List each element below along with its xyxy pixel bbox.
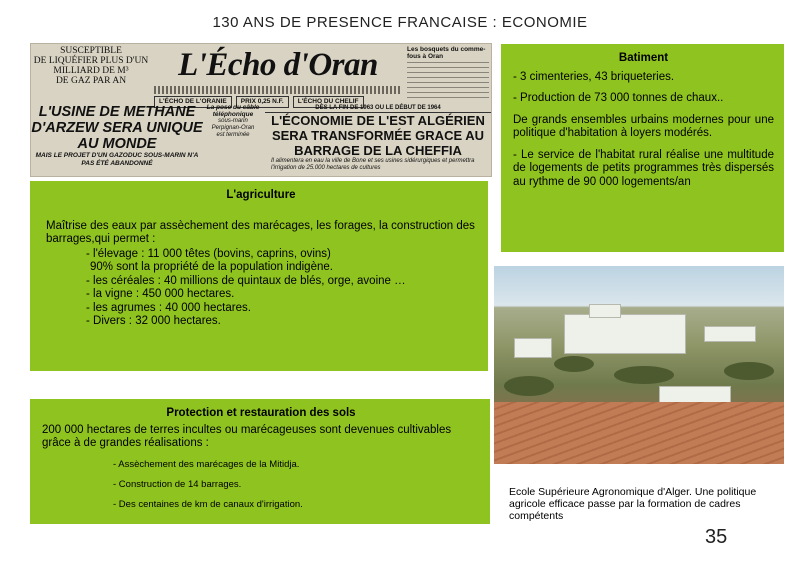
agriculture-item: - les agrumes : 40 000 hectares. — [86, 301, 251, 314]
school-tower — [589, 304, 621, 318]
protection-box — [30, 399, 490, 524]
masthead-rule — [154, 86, 402, 94]
batiment-item: - Le service de l'habitat rural réalise une multitude de logements de petits programmes très dispersés au rythme de 90 000 logements/an — [513, 148, 774, 188]
newspaper-text-lines — [407, 62, 489, 102]
mid-box-line: Perpignan-Oran — [211, 125, 255, 131]
mid-box-line: est terminée — [216, 132, 250, 138]
protection-item: - Construction de 14 barrages. — [113, 478, 242, 490]
headline-left-text: L'USINE DE METHANE D'ARZEW SERA UNIQUE AU MONDE — [31, 104, 203, 152]
agriculture-item: - Divers : 32 000 hectares. — [86, 315, 221, 327]
protection-heading: Protection et restauration des sols — [166, 407, 356, 419]
edition-label: L'ÉCHO DU CHELIF — [293, 96, 364, 108]
protection-item: - Des centaines de km de canaux d'irrigation. — [113, 498, 303, 510]
tree-cluster — [554, 356, 594, 372]
newspaper-right-title: Les bosquets du comme-fous à Oran — [407, 46, 486, 60]
tree-cluster — [724, 362, 774, 380]
side-building — [704, 326, 756, 342]
agriculture-item: - la vigne : 450 000 hectares. — [86, 288, 235, 300]
batiment-item: De grands ensembles urbains modernes pour une politique d'habitation à loyers modérés. — [513, 113, 774, 139]
headline-right-text: L'ÉCONOMIE DE L'EST ALGÉRIEN SERA TRANSFORMÉE GRACE AU BARRAGE DE LA CHEFFIA — [271, 113, 485, 158]
protection-intro: 200 000 hectares de terres incultes ou marécageuses sont devenues cultivables grâce à de grandes réalisations : — [42, 423, 452, 449]
agriculture-item: - les céréales : 40 millions de quintaux de blés, orge, avoine … — [86, 274, 406, 287]
headline-left-subtitle: MAIS LE PROJET D'UN GAZODUC SOUS-MARIN N'A PAS ÉTÉ ABANDONNÉ — [35, 152, 199, 167]
newspaper-left-column — [31, 44, 151, 104]
tree-cluster — [504, 376, 554, 396]
batiment-box — [501, 44, 784, 252]
tree-cluster — [614, 366, 674, 384]
newspaper-headline-left — [31, 104, 203, 168]
page-number: 35 — [705, 526, 728, 548]
agriculture-item: 90% sont la propriété de la population indigène. — [90, 261, 333, 273]
mid-box-line: La pose du câble — [206, 104, 260, 111]
protection-item: - Assèchement des marécages de la Mitidja. — [113, 458, 300, 470]
batiment-item: - Production de 73 000 tonnes de chaux.. — [513, 92, 724, 104]
newspaper-headline-right — [265, 104, 491, 172]
headline-right-kicker: DÈS LA FIN DE 1963 OU LE DÉBUT DE 1964 — [265, 104, 491, 113]
agriculture-intro: Maîtrise des eaux par assèchement des marécages, les forages, la construction des barrages,qui permet : — [46, 219, 475, 245]
slide-title: 130 ANS DE PRESENCE FRANCAISE : ECONOMIE — [212, 14, 588, 31]
edition-price: PRIX 0,25 N.F. — [236, 96, 289, 108]
agriculture-item: - l'élevage : 11 000 têtes (bovins, caprins, ovins) — [86, 247, 331, 260]
newspaper-right-column — [405, 44, 491, 102]
mid-box-line: sous-marin — [218, 118, 248, 124]
agriculture-heading: L'agriculture — [226, 189, 296, 201]
mid-box-line: téléphonique — [212, 111, 254, 118]
newspaper-left-line: MILLIARD DE M³ — [53, 66, 129, 76]
agriculture-list — [46, 248, 476, 329]
newspaper-left-line: SUSCEPTIBLE — [60, 46, 122, 56]
school-photo — [494, 266, 784, 464]
newspaper-left-line: DE LIQUÉFIER PLUS D'UN — [33, 56, 149, 66]
headline-right-footer: Il alimentera en eau la ville de Bone et ses usines sidérurgiques et permettra l'irrigation de 25.000 hectares de cultures — [271, 158, 475, 171]
newspaper-mid-box — [205, 104, 261, 162]
newspaper-masthead: L'Écho d'Oran — [178, 47, 378, 83]
newspaper-clipping — [30, 43, 492, 177]
photo-caption: Ecole Supérieure Agronomique d'Alger. Une politique agricole efficace passe par la formation de cadres compétents — [509, 486, 757, 522]
agriculture-box — [30, 181, 488, 371]
school-building — [564, 314, 686, 354]
foreground-roof — [494, 402, 784, 464]
protection-list — [42, 459, 480, 510]
edition-label: L'ÉCHO DE L'ORANIE — [154, 96, 232, 108]
batiment-heading: Batiment — [618, 52, 669, 64]
newspaper-left-line: DE GAZ PAR AN — [55, 76, 127, 86]
batiment-item: - 3 cimenteries, 43 briqueteries. — [513, 70, 675, 83]
side-building — [514, 338, 552, 358]
